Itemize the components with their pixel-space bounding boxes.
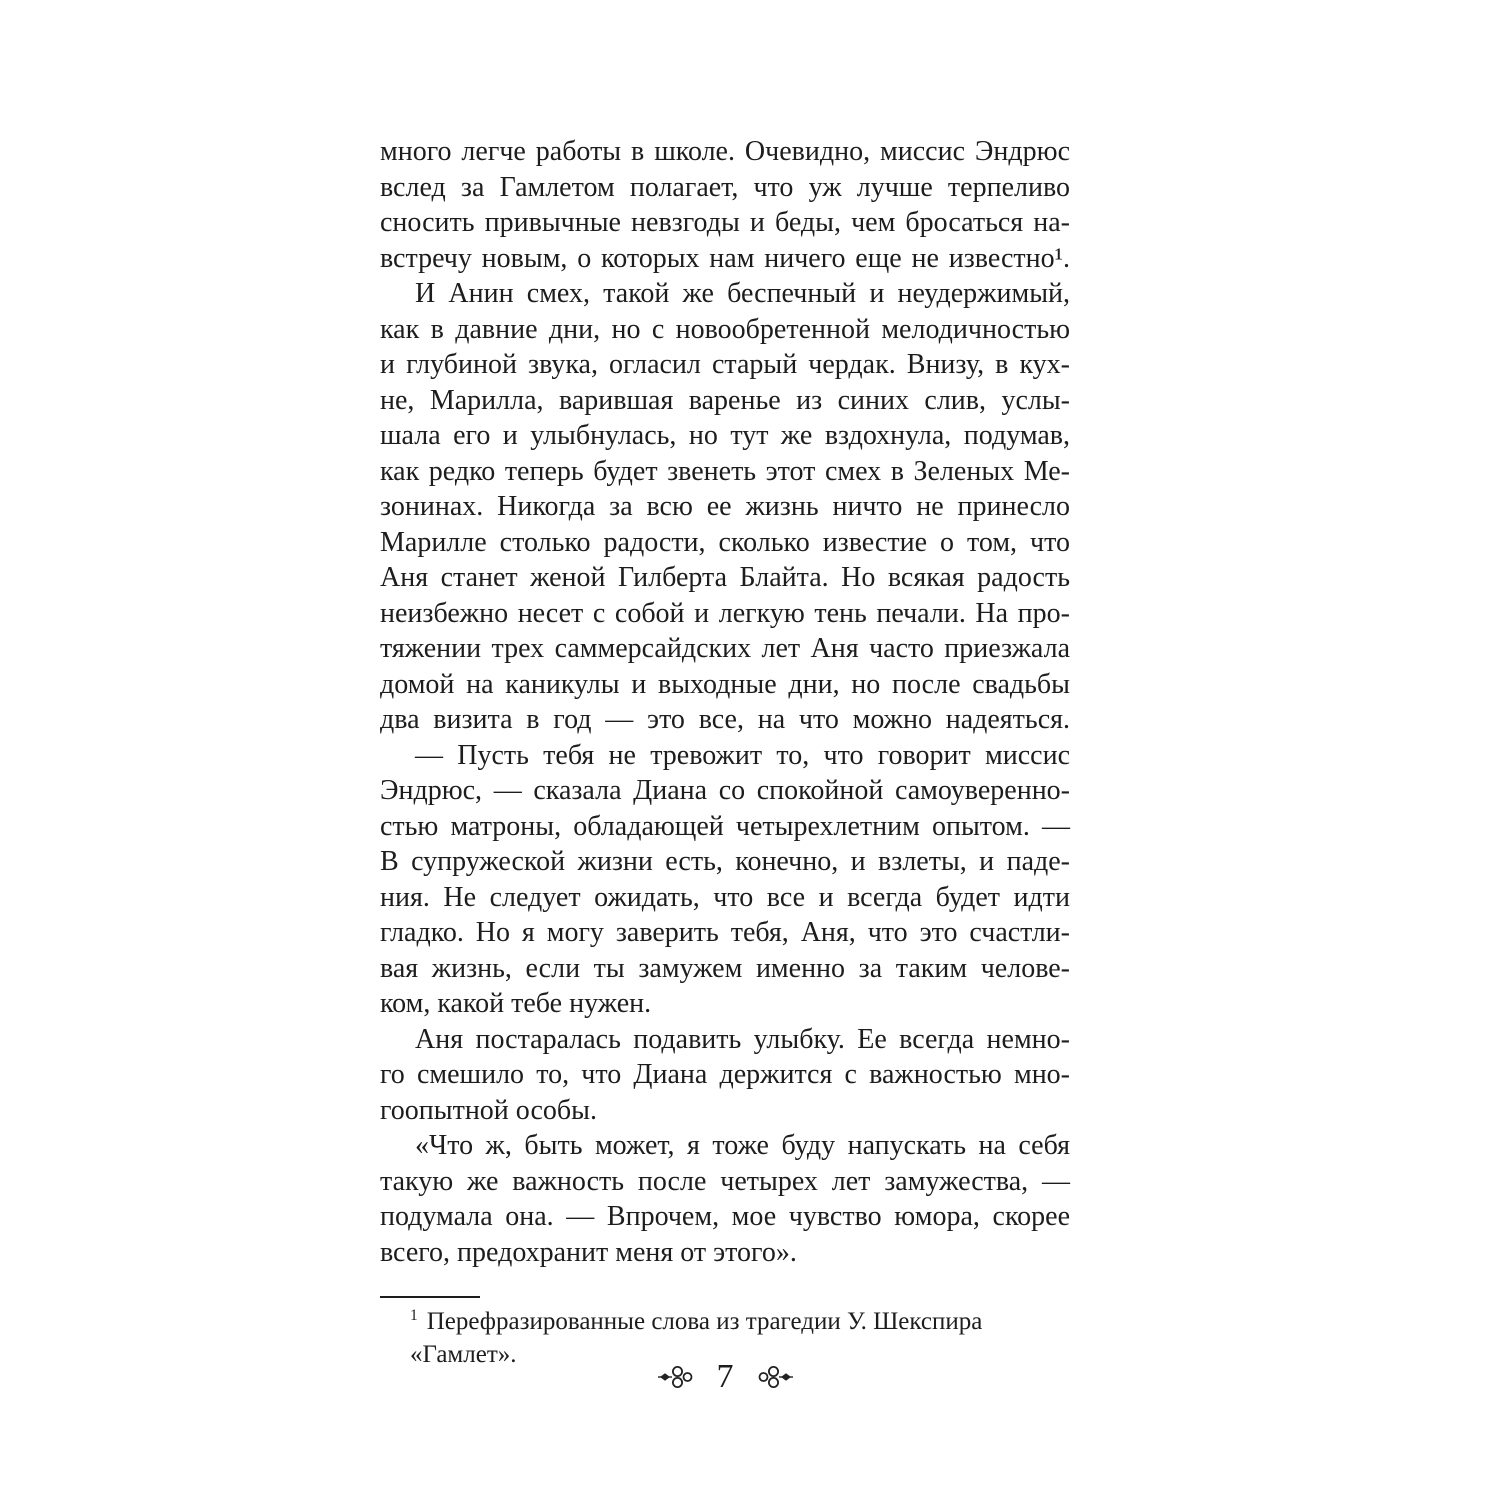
footnote-marker: 1: [410, 1306, 418, 1324]
text-line: ком, какой тебе нужен.: [380, 988, 652, 1019]
text-line: два визита в год — это все, на что можно надеяться.: [380, 704, 1070, 735]
paragraph: [380, 738, 1070, 1022]
text-line: В супружеской жизни есть, конечно, и взлеты, и паде-: [380, 846, 1070, 877]
footnote-body: Перефразированные слова из трагедии У. Шекспира «Гамлет».: [410, 1308, 983, 1368]
text-line: шала его и улыбнулась, но тут же вздохнула, подумав,: [380, 420, 1070, 451]
text-line: Аня постаралась подавить улыбку. Ее всегда немно-: [415, 1023, 1070, 1055]
text-line: не, Марилла, варившая варенье из синих слив, услы-: [380, 384, 1070, 416]
text-line: «Что ж, быть может, я тоже буду напускать на себя: [415, 1130, 1070, 1161]
text-line: зонинах. Никогда за всю ее жизнь ничто не принесло: [380, 491, 1070, 522]
text-line: как в давние дни, но с новообретенной мелодичностью: [380, 313, 1070, 345]
page-number: 7: [716, 1358, 734, 1395]
paragraph: [380, 1022, 1070, 1129]
text-line: ния. Не следует ожидать, что все и всегда будет идти: [380, 881, 1070, 913]
text-line: Эндрюс, — сказала Диана со спокойной самоуверенно-: [380, 775, 1070, 806]
paragraph: [380, 1128, 1070, 1270]
text-line: сносить привычные невзгоды и беды, чем бросаться на-: [380, 207, 1070, 238]
text-line: неизбежно несет с собой и легкую тень печали. На про-: [380, 597, 1070, 629]
text-line: гоопытной особы.: [380, 1094, 597, 1126]
text-line: тяжении трех саммерсайдских лет Аня часто приезжала: [380, 633, 1070, 664]
text-line: много легче работы в школе. Очевидно, миссис Эндрюс: [380, 136, 1070, 167]
text-line: И Анин смех, такой же беспечный и неудержимый,: [415, 278, 1070, 309]
text-line: Марилле столько радости, сколько известие о том, что: [380, 526, 1070, 558]
text-line: встречу новым, о которых нам ничего еще не известно¹.: [380, 242, 1070, 274]
text-block: [380, 134, 1070, 1270]
text-line: такую же важность после четырех лет замужества, —: [380, 1165, 1070, 1197]
text-line: подумала она. — Впрочем, мое чувство юмора, скорее: [380, 1201, 1070, 1232]
paragraph: [380, 134, 1070, 276]
text-line: — Пусть тебя не тревожит то, что говорит миссис: [415, 739, 1070, 771]
text-line: Аня станет женой Гилберта Блайта. Но всякая радость: [380, 562, 1070, 593]
text-line: стью матроны, обладающей четырехлетним опытом. —: [380, 810, 1070, 842]
text-line: и глубиной звука, огласил старый чердак. Внизу, в кух-: [380, 349, 1070, 380]
page-footer: [380, 1356, 1070, 1398]
text-line: вслед за Гамлетом полагает, что уж лучше терпеливо: [380, 171, 1070, 203]
fleuron-right-icon: [757, 1364, 793, 1390]
footnote-rule: [380, 1296, 480, 1298]
text-line: всего, предохранит меня от этого».: [380, 1236, 797, 1268]
text-line: го смешило то, что Диана держится с важностью мно-: [380, 1059, 1070, 1090]
fleuron-left-icon: [658, 1364, 694, 1390]
text-line: как редко теперь будет звенеть этот смех в Зеленых Ме-: [380, 455, 1070, 487]
text-line: домой на каникулы и выходные дни, но после свадьбы: [380, 668, 1070, 700]
text-line: вая жизнь, если ты замужем именно за таким челове-: [380, 952, 1070, 984]
text-line: гладко. Но я могу заверить тебя, Аня, что это счастли-: [380, 917, 1070, 948]
paragraph: [380, 276, 1070, 738]
